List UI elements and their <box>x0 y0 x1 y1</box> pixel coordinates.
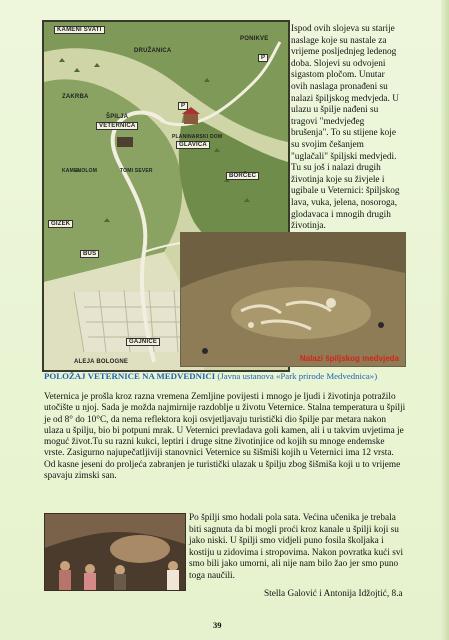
map-label-tomi-sever: TOMI SEVER <box>120 168 153 174</box>
map-label-aleja-bologne: ALEJA BOLOGNE <box>74 359 129 365</box>
body-paragraph: Veternica je prošla kroz razna vremena Zemljine povijesti i mnogo je ljudi i životinja potražilo utočište u njoj. Sada je možda najmirnije razdoblje u životu Veternice. Stalna temperatura u špilji je od 8° do 10°C, da nema reflektora koji osvjetljavaju turistički dio špilje par metara nakon ulaza u špilju, bio bi potpuni mrak. U Veternici prevladava goli kamen, ali i u takvim uvjetima je moguć život.Tu su razni kukci, leptiri i druge sitne životinjice od kojih su mnoge endemske vrste. Zasigurno najupečatljiviji stanovnici Veternice su šišmiši kojih u Veternici ima 12 vrsta. Od kasne jeseni do proljeća zabranjen je turistički ulazak u špilju zbog šišmiša koji u to vrijeme spavaju zimski san. <box>44 392 406 482</box>
map-label-spilja: ŠPILJA <box>106 114 129 120</box>
map-label-parking-2: P <box>178 102 188 110</box>
map-label-ponikve: PONIKVE <box>240 36 269 42</box>
map-label-druzanica: DRUŽANICA <box>134 48 172 54</box>
map-label-gajnice: GAJNICE <box>126 338 160 346</box>
photo-caption: Nalazi špiljskog medvjeda <box>299 354 399 363</box>
map-label-borcec: BORČEC <box>226 172 259 180</box>
map-label-parking-1: P <box>258 54 268 62</box>
map-label-kamenolom: KAMENOLOM <box>62 168 98 174</box>
heading-subtitle: (Javna ustanova «Park prirode Medvednica») <box>217 371 378 381</box>
visit-paragraph: Po špilji smo hodali pola sata. Većina učenika je trebala biti sagnuta da bi mogli proći kroz kanale u špilji koji su jako niski. U špilji smo vidjeli puno fosila školjaka i kostiju u zidovima i stropovima. Nakon povratka kući svi smo bili jako umorni, ali nije nam bilo žao jer smo puno toga naučili. <box>189 513 404 581</box>
heading-title: POLOŽAJ VETERNICE NA MEDVEDNICI <box>44 371 216 381</box>
map-label-veternica: VETERNICA <box>96 122 138 130</box>
page-edge <box>441 0 449 640</box>
map-label-gizek: GIZEK <box>48 220 73 228</box>
page-number: 39 <box>213 620 222 630</box>
cave-bear-bones-image <box>181 233 405 366</box>
cave-bear-remains-photo <box>180 232 406 367</box>
map-heading <box>44 371 414 381</box>
students-in-cave-image <box>45 514 185 590</box>
intro-paragraph: Ispod ovih slojeva su starije naslage koje su nastale za vrijeme posljednjeg ledenog doba. Slojevi su odvojeni sigastom pločom. Unutar ovih naslaga pronađeni su nalazi špiljskog medvjeda. U ulazu u špilje nađeni su tragovi "medvjeđeg brušenja". To su stijene koje su svojim češanjem "uglačali" špiljski medvjedi. Tu su još i nalazi drugih životinja koje su živjele i ugibale u Veternici: špiljskog lava, vuka, jelena, nosoroga, glodavaca i mnogih drugih životinja. <box>291 24 400 232</box>
author-signature: Stella Galović i Antonija Idžojtić, 8.a <box>264 589 403 599</box>
map-label-glavica: GLAVICA <box>176 141 210 149</box>
map-label-planinarski-dom: PLANINARSKI DOM <box>172 134 223 140</box>
map-label-bus: BUS <box>80 250 99 258</box>
map-label-zakrba: ZAKRBA <box>62 94 89 100</box>
cave-visit-photo <box>44 513 186 591</box>
map-label-kameni-svati: KAMENI SVATI <box>54 26 105 34</box>
